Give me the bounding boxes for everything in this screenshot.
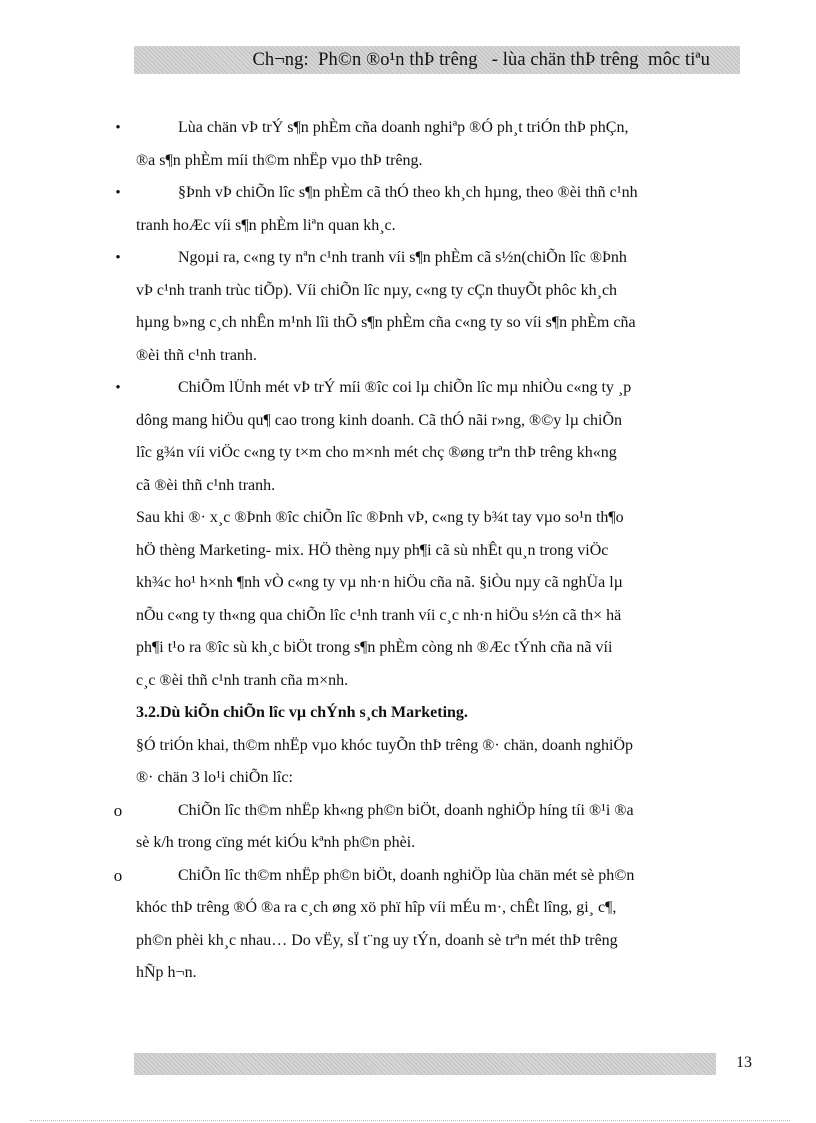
text-line: khóc thÞ trêng ®Ó ®a ra c¸ch øng xö phï hîp víi mÉu m·, chÊt lîng, gi¸ c¶, [136, 899, 617, 916]
header-band [134, 46, 740, 74]
text-line: ph©n phèi kh¸c nhau… Do vËy, sÏ t¨ng uy tÝn, doanh sè trªn mét thÞ trêng [136, 931, 618, 949]
text-line: lîc g¾n víi viÖc c«ng ty t×m cho m×nh mét chç ®øng trªn thÞ trêng kh«ng [136, 444, 617, 461]
heading-text: 3.2.Dù kiÕn chiÕn lîc vµ chÝnh s¸ch Marketing. [136, 704, 468, 721]
text-line: Ngoµi ra, c«ng ty nªn c¹nh tranh víi s¶n phÈm cã s½n(chiÕn lîc ®Þnh [178, 249, 627, 266]
text-line: ®a s¶n phÈm míi th©m nhËp vµo thÞ trêng. [136, 151, 423, 169]
text-line: ChiÕm lÜnh mét vÞ trÝ míi ®îc coi lµ chiÕn lîc mµ nhiÒu c«ng ty ¸p [178, 379, 632, 396]
text-line: ph¶i t¹o ra ®îc sù kh¸c biÖt trong s¶n phÈm còng nh ®Æc tÝnh cña nã víi [136, 639, 613, 656]
bullet-item [115, 112, 742, 177]
text-line: §Ó triÓn khai, th©m nhËp vµo khóc tuyÕn thÞ trêng ®· chän, doanh nghiÖp [136, 736, 634, 754]
circle-bullet-icon: o [113, 800, 123, 820]
text-line: ®èi thñ c¹nh tranh. [136, 346, 257, 364]
text-line: §Þnh vÞ chiÕn lîc s¶n phÈm cã thÓ theo kh¸ch hµng, theo ®èi thñ c¹nh [178, 184, 638, 201]
bullet-dot-icon: • [115, 380, 121, 396]
paragraph [136, 730, 742, 795]
text-line: tranh hoÆc víi s¶n phÈm liªn quan kh¸c. [136, 216, 396, 234]
text-line: vÞ c¹nh tranh trùc tiÕp). Víi chiÕn lîc nµy, c«ng ty cÇn thuyÕt phôc kh¸ch [136, 281, 618, 299]
footer-band [134, 1053, 716, 1075]
paragraph [136, 502, 742, 697]
bullet-item [115, 372, 742, 502]
text-line: hÑp h¬n. [136, 964, 197, 981]
bullet-item [115, 242, 742, 372]
text-line: hµng b»ng c¸ch nhÊn m¹nh lîi thÕ s¶n phÈm cña c«ng ty so víi s¶n phÈm cña [136, 314, 636, 331]
text-line: ChiÕn lîc th©m nhËp ph©n biÖt, doanh nghiÖp lùa chän mét sè ph©n [178, 866, 635, 884]
sub-bullet-item [113, 795, 742, 860]
section-heading [136, 697, 742, 730]
text-line: nÕu c«ng ty th«ng qua chiÕn lîc c¹nh tranh víi c¸c nh·n hiÖu s½n cã th× hä [136, 606, 622, 624]
circle-bullet-icon: o [113, 865, 123, 885]
text-line: Sau khi ®· x¸c ®Þnh ®îc chiÕn lîc ®Þnh vÞ, c«ng ty b¾t tay vµo so¹n th¶o [136, 509, 624, 526]
body-text [113, 112, 742, 990]
text-line: cã ®èi thñ c¹nh tranh. [136, 476, 276, 494]
bullet-item [115, 177, 742, 242]
header-title: Ch¬ng: Ph©n ®o¹n thÞ trêng - lùa chän thÞ trêng môc tiªu [252, 49, 710, 70]
text-line: hÖ thèng Marketing- mix. HÖ thèng nµy ph¶i cã sù nhÊt qu¸n trong viÖc [136, 541, 609, 559]
page-bottom-rule [30, 1120, 790, 1121]
text-line: ChiÕn lîc th©m nhËp kh«ng ph©n biÖt, doanh nghiÖp híng tíi ®¹i ®a [178, 801, 634, 819]
text-line: sè k/h trong cïng mét kiÓu kªnh ph©n phèi. [136, 834, 416, 851]
text-line: ®· chän 3 lo¹i chiÕn lîc: [136, 769, 293, 786]
sub-bullet-item [113, 860, 742, 990]
text-line: c¸c ®èi thñ c¹nh tranh cña m×nh. [136, 671, 349, 689]
text-line: Lùa chän vÞ trÝ s¶n phÈm cña doanh nghiªp ®Ó ph¸t triÓn thÞ phÇn, [178, 119, 629, 136]
text-line: kh¾c ho¹ h×nh ¶nh vÒ c«ng ty vµ nh·n hiÖu cña nã. §iÒu nµy cã nghÜa lµ [136, 574, 623, 591]
bullet-dot-icon: • [115, 120, 121, 136]
page-number: 13 [736, 1054, 752, 1071]
bullet-dot-icon: • [115, 250, 121, 266]
text-line: dông mang hiÖu qu¶ cao trong kinh doanh. Cã thÓ nãi r»ng, ®©y lµ chiÕn [136, 411, 623, 429]
bullet-dot-icon: • [115, 185, 121, 201]
